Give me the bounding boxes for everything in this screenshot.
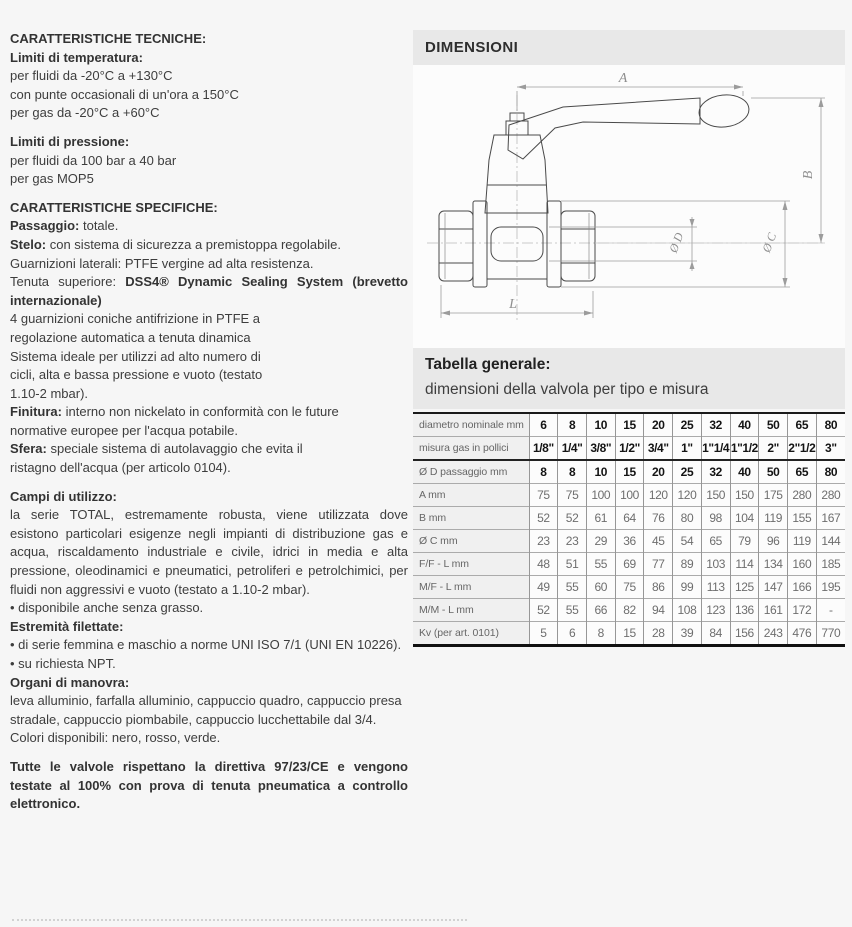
dim-label-b: B xyxy=(801,170,816,180)
cell: 15 xyxy=(615,622,644,646)
cell: 25 xyxy=(673,460,702,484)
heading: CARATTERISTICHE TECNICHE: xyxy=(10,31,207,46)
cell: 8 xyxy=(558,413,587,437)
cell: 96 xyxy=(759,530,788,553)
cell: 40 xyxy=(730,413,759,437)
row-label: Kv (per art. 0101) xyxy=(413,622,529,646)
cell: 60 xyxy=(586,576,615,599)
cell: 10 xyxy=(586,413,615,437)
cell: 84 xyxy=(701,622,730,646)
cell: 65 xyxy=(787,413,816,437)
cell: 40 xyxy=(730,460,759,484)
cell: 175 xyxy=(759,484,788,507)
cell: 52 xyxy=(529,507,558,530)
cell: 243 xyxy=(759,622,788,646)
paragraph: normative europee per l'acqua potabile. xyxy=(10,422,238,438)
cell: 65 xyxy=(787,460,816,484)
cell: 123 xyxy=(701,599,730,622)
cell: 113 xyxy=(701,576,730,599)
paragraph: leva alluminio, farfalla alluminio, cappuccio quadro, cappuccio presa xyxy=(10,693,402,709)
row-label: B mm xyxy=(413,507,529,530)
table-row xyxy=(413,553,845,576)
cell: 8 xyxy=(586,622,615,646)
paragraph: Guarnizioni laterali: PTFE vergine ad alta resistenza. xyxy=(10,255,314,271)
cell: 1"1/4 xyxy=(701,437,730,461)
cell: 185 xyxy=(816,553,845,576)
cell: 69 xyxy=(615,553,644,576)
paragraph: • su richiesta NPT. xyxy=(10,656,116,671)
cell: 80 xyxy=(673,507,702,530)
dim-label-l: L xyxy=(509,297,517,312)
paragraph: la serie TOTAL, estremamente robusta, viene utilizzata dove esistono particolari esigenze negli impianti di distribuzione gas e acqua, riscaldamento industriale e civile, idrici in media e alta pressione, oleodinamici e pneumatici, petroliferi e petrolchimici, per fluidi non aggressivi e vuoto (testato a 1.10-2 mbar). xyxy=(10,507,408,597)
dimension-lines xyxy=(441,87,825,318)
tabella-title: Tabella generale: xyxy=(425,356,551,373)
cell: 2"1/2 xyxy=(787,437,816,461)
paragraph: 1.10-2 mbar). xyxy=(10,385,89,401)
cropped-text-line xyxy=(12,919,467,921)
cell: 48 xyxy=(529,553,558,576)
cell: 77 xyxy=(644,553,673,576)
valve-technical-drawing xyxy=(413,65,845,348)
paragraph: Passaggio: totale. xyxy=(10,218,119,234)
paragraph: 4 guarnizioni coniche antifrizione in PTFE a xyxy=(10,311,261,327)
cell: 15 xyxy=(615,413,644,437)
row-label: Ø C mm xyxy=(413,530,529,553)
cell: 1/2" xyxy=(615,437,644,461)
cell: 54 xyxy=(673,530,702,553)
heading: Limiti di temperatura: xyxy=(10,49,143,65)
cell: 23 xyxy=(558,530,587,553)
cell: 134 xyxy=(759,553,788,576)
left-column xyxy=(10,30,408,814)
table-row xyxy=(413,576,845,599)
cell: 195 xyxy=(816,576,845,599)
heading: Limiti di pressione: xyxy=(10,133,130,149)
cell: 770 xyxy=(816,622,845,646)
paragraph: regolazione automatica a tenuta dinamica xyxy=(10,329,251,345)
dimensions-table-body xyxy=(413,413,845,646)
paragraph: Stelo: con sistema di sicurezza a premistoppa regolabile. xyxy=(10,236,341,252)
cell: 82 xyxy=(615,599,644,622)
cell: 160 xyxy=(787,553,816,576)
right-column xyxy=(413,30,845,647)
heading: Campi di utilizzo: xyxy=(10,488,117,504)
cell: 119 xyxy=(787,530,816,553)
cell: 104 xyxy=(730,507,759,530)
cell: 76 xyxy=(644,507,673,530)
paragraph: per fluidi da 100 bar a 40 bar xyxy=(10,152,177,168)
table-row xyxy=(413,413,845,437)
cell: 166 xyxy=(787,576,816,599)
table-row xyxy=(413,530,845,553)
paragraph: per fluidi da -20°C a +130°C xyxy=(10,68,173,84)
paragraph: cicli, alta e bassa pressione e vuoto (testato xyxy=(10,367,263,383)
row-label: diametro nominale mm xyxy=(413,413,529,437)
cell: 120 xyxy=(644,484,673,507)
cell: 144 xyxy=(816,530,845,553)
cell: 94 xyxy=(644,599,673,622)
cell: 6 xyxy=(558,622,587,646)
cell: 80 xyxy=(816,413,845,437)
cell: 280 xyxy=(787,484,816,507)
paragraph: • di serie femmina e maschio a norme UNI ISO 7/1 (UNI EN 10226). xyxy=(10,637,402,653)
dim-label-a: A xyxy=(618,71,628,86)
cell: 55 xyxy=(558,599,587,622)
cell: 45 xyxy=(644,530,673,553)
cell: 51 xyxy=(558,553,587,576)
cell: 55 xyxy=(586,553,615,576)
row-label: M/M - L mm xyxy=(413,599,529,622)
table-row xyxy=(413,507,845,530)
table-row xyxy=(413,484,845,507)
row-label: F/F - L mm xyxy=(413,553,529,576)
cell: 8 xyxy=(558,460,587,484)
cell: 86 xyxy=(644,576,673,599)
cell: 61 xyxy=(586,507,615,530)
cell: 103 xyxy=(701,553,730,576)
cell: 66 xyxy=(586,599,615,622)
valve-drawing-panel xyxy=(413,65,845,348)
row-label: M/F - L mm xyxy=(413,576,529,599)
dimensioni-title: DIMENSIONI xyxy=(425,39,519,56)
cell: 1/4" xyxy=(558,437,587,461)
cell: 20 xyxy=(644,413,673,437)
cell: 156 xyxy=(730,622,759,646)
paragraph: per gas da -20°C a +60°C xyxy=(10,105,160,121)
paragraph: • disponibile anche senza grasso. xyxy=(10,600,204,616)
cell: 23 xyxy=(529,530,558,553)
cell: 55 xyxy=(558,576,587,599)
cell: 3/4" xyxy=(644,437,673,461)
valve-handle xyxy=(508,92,751,159)
cell: 147 xyxy=(759,576,788,599)
cell: 150 xyxy=(701,484,730,507)
cell: 75 xyxy=(615,576,644,599)
cell: 52 xyxy=(529,599,558,622)
cell: 99 xyxy=(673,576,702,599)
tabella-subtitle: dimensioni della valvola per tipo e misura xyxy=(425,381,709,398)
cell: 1"1/2 xyxy=(730,437,759,461)
cell: 29 xyxy=(586,530,615,553)
cell: 119 xyxy=(759,507,788,530)
cell: 39 xyxy=(673,622,702,646)
cell: 28 xyxy=(644,622,673,646)
cell: 64 xyxy=(615,507,644,530)
heading: Organi di manovra: xyxy=(10,674,130,690)
cell: 32 xyxy=(701,460,730,484)
cell: 6 xyxy=(529,413,558,437)
tabella-generale-header xyxy=(413,348,845,409)
cell: 49 xyxy=(529,576,558,599)
paragraph: con punte occasionali di un'ora a 150°C xyxy=(10,86,239,102)
cell: 75 xyxy=(529,484,558,507)
cell: 25 xyxy=(673,413,702,437)
cell: 476 xyxy=(787,622,816,646)
cell: 100 xyxy=(615,484,644,507)
cell: 80 xyxy=(816,460,845,484)
cell: 5 xyxy=(529,622,558,646)
cell: 15 xyxy=(615,460,644,484)
cell: 167 xyxy=(816,507,845,530)
cell: 50 xyxy=(759,413,788,437)
paragraph: Finitura: interno non nickelato in conformità con le future xyxy=(10,404,339,420)
heading: CARATTERISTICHE SPECIFICHE: xyxy=(10,199,218,215)
cell: 98 xyxy=(701,507,730,530)
cell: 1" xyxy=(673,437,702,461)
cell: 52 xyxy=(558,507,587,530)
heading: Tutte le valvole rispettano la direttiva 97/23/CE e vengono testate al 100% con prova di tenuta pneumatica a controllo elettronico. xyxy=(10,758,408,812)
paragraph: Sistema ideale per utilizzi ad alto numero di xyxy=(10,348,261,364)
cell: 3/8" xyxy=(586,437,615,461)
row-label: A mm xyxy=(413,484,529,507)
cell: 89 xyxy=(673,553,702,576)
cell: 3" xyxy=(816,437,845,461)
cell: 108 xyxy=(673,599,702,622)
cell: 172 xyxy=(787,599,816,622)
cell: 100 xyxy=(586,484,615,507)
row-label: Ø D passaggio mm xyxy=(413,460,529,484)
paragraph: stradale, cappuccio piombabile, cappuccio lucchettabile dal 3/4. xyxy=(10,711,377,727)
table-row xyxy=(413,437,845,461)
heading: Estremità filettate: xyxy=(10,618,124,634)
cell: 75 xyxy=(558,484,587,507)
cell: 8 xyxy=(529,460,558,484)
paragraph: Sfera: speciale sistema di autolavaggio che evita il xyxy=(10,441,303,457)
cell: 36 xyxy=(615,530,644,553)
table-row xyxy=(413,622,845,646)
paragraph: Tenuta superiore: DSS4® Dynamic Sealing System (brevetto internazionale) xyxy=(10,274,408,308)
dim-label-dia-d: Ø D xyxy=(666,230,687,255)
table-row xyxy=(413,460,845,484)
cell: 120 xyxy=(673,484,702,507)
paragraph: Colori disponibili: nero, rosso, verde. xyxy=(10,730,221,746)
cell: 2" xyxy=(759,437,788,461)
cell: 10 xyxy=(586,460,615,484)
cell: 65 xyxy=(701,530,730,553)
table-row xyxy=(413,599,845,622)
paragraph: per gas MOP5 xyxy=(10,171,94,187)
cell: - xyxy=(816,599,845,622)
cell: 50 xyxy=(759,460,788,484)
cell: 32 xyxy=(701,413,730,437)
cell: 1/8" xyxy=(529,437,558,461)
dimensioni-header xyxy=(413,30,845,65)
cell: 125 xyxy=(730,576,759,599)
cell: 155 xyxy=(787,507,816,530)
cell: 136 xyxy=(730,599,759,622)
cell: 150 xyxy=(730,484,759,507)
paragraph: ristagno dell'acqua (per articolo 0104). xyxy=(10,460,231,476)
cell: 161 xyxy=(759,599,788,622)
cell: 114 xyxy=(730,553,759,576)
cell: 79 xyxy=(730,530,759,553)
dimensions-table xyxy=(413,412,845,647)
row-label: misura gas in pollici xyxy=(413,437,529,461)
cell: 280 xyxy=(816,484,845,507)
cell: 20 xyxy=(644,460,673,484)
dim-label-dia-c: Ø C xyxy=(759,230,780,255)
